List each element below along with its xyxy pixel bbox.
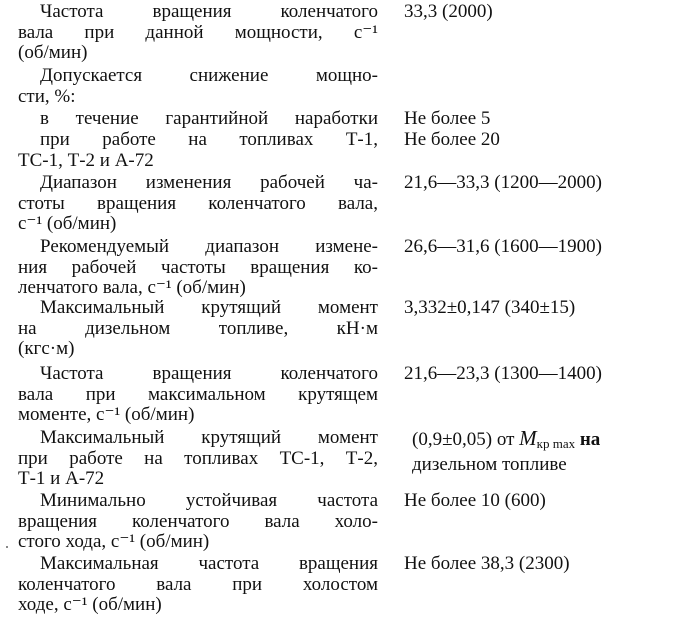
label-line: Частота вращения коленчатого bbox=[40, 1, 378, 22]
value-suffix: на bbox=[575, 429, 601, 450]
label-line: коленчатого вала при холостом bbox=[18, 573, 378, 595]
spec-label bbox=[18, 237, 378, 299]
label-line: ходе, с⁻¹ (об/мин) bbox=[18, 594, 162, 615]
spec-value bbox=[404, 130, 700, 151]
value-line: 21,6—33,3 (1200—2000) bbox=[404, 172, 602, 193]
spec-value bbox=[404, 364, 700, 385]
spec-value bbox=[412, 428, 700, 475]
label-line: ленчатого вала, с⁻¹ (об/мин) bbox=[18, 277, 246, 298]
label-line: Максимальный крутящий момент bbox=[40, 427, 378, 448]
value-line: дизельном топливе bbox=[412, 453, 567, 475]
value-line: Не более 10 (600) bbox=[404, 490, 546, 511]
label-line: (кгс·м) bbox=[18, 338, 75, 359]
label-line: стоты вращения коленчатого вала, bbox=[18, 192, 378, 214]
label-line: в течение гарантийной наработки bbox=[40, 108, 378, 129]
spec-label bbox=[18, 298, 378, 360]
spec-label bbox=[18, 2, 378, 64]
spec-label bbox=[18, 66, 378, 107]
label-line: вала при максимальном крутящем bbox=[18, 383, 378, 405]
label-line: вала при данной мощности, с⁻¹ bbox=[18, 21, 378, 43]
label-line: с⁻¹ (об/мин) bbox=[18, 213, 117, 234]
value-line: 26,6—31,6 (1600—1900) bbox=[404, 236, 602, 257]
label-line: при работе на топливах Т-1, bbox=[40, 129, 378, 150]
spec-label bbox=[18, 109, 378, 130]
label-line: Диапазон изменения рабочей ча- bbox=[40, 172, 378, 193]
spec-label bbox=[18, 364, 378, 426]
speck-mark bbox=[6, 546, 8, 548]
label-line: сти, %: bbox=[18, 85, 76, 107]
value-line: Не более 20 bbox=[404, 129, 500, 150]
spec-label bbox=[18, 173, 378, 235]
value-line bbox=[412, 428, 700, 455]
value-line: Не более 38,3 (2300) bbox=[404, 553, 570, 574]
spec-value bbox=[404, 298, 700, 319]
label-line: ТС-1, Т-2 и А-72 bbox=[18, 149, 154, 171]
spec-value bbox=[404, 173, 700, 194]
label-line: Допускается снижение мощно- bbox=[40, 65, 378, 86]
spec-label bbox=[18, 491, 378, 553]
label-line: Минимально устойчивая частота bbox=[40, 490, 378, 511]
label-line: Максимальная частота вращения bbox=[40, 553, 378, 574]
value-prefix: (0,9±0,05) от bbox=[412, 429, 520, 450]
label-line: (об/мин) bbox=[18, 42, 88, 63]
spec-value bbox=[404, 554, 700, 575]
label-line: Рекомендуемый диапазон измене- bbox=[40, 236, 378, 257]
label-line: при работе на топливах ТС-1, Т-2, bbox=[18, 447, 378, 469]
torque-symbol: M bbox=[519, 426, 537, 450]
spec-label bbox=[18, 428, 378, 490]
spec-value bbox=[404, 237, 700, 258]
value-line: 3,332±0,147 (340±15) bbox=[404, 297, 576, 318]
label-line: вращения коленчатого вала холо- bbox=[18, 510, 378, 532]
label-line: Максимальный крутящий момент bbox=[40, 297, 378, 318]
torque-subscript: кр max bbox=[536, 436, 576, 451]
spec-value bbox=[404, 109, 700, 130]
value-line: Не более 5 bbox=[404, 108, 491, 129]
spec-value bbox=[404, 2, 700, 23]
label-line: ния рабочей частоты вращения ко- bbox=[18, 256, 378, 278]
spec-label bbox=[18, 554, 378, 616]
value-line: 33,3 (2000) bbox=[404, 1, 493, 22]
label-line: Частота вращения коленчатого bbox=[40, 363, 378, 384]
label-line: стого хода, с⁻¹ (об/мин) bbox=[18, 531, 210, 552]
label-line: моменте, с⁻¹ (об/мин) bbox=[18, 404, 195, 425]
label-line: Т-1 и А-72 bbox=[18, 468, 105, 489]
label-line: на дизельном топливе, кН·м bbox=[18, 317, 378, 339]
spec-value bbox=[404, 491, 700, 512]
value-line: 21,6—23,3 (1300—1400) bbox=[404, 363, 602, 384]
spec-label bbox=[18, 130, 378, 171]
